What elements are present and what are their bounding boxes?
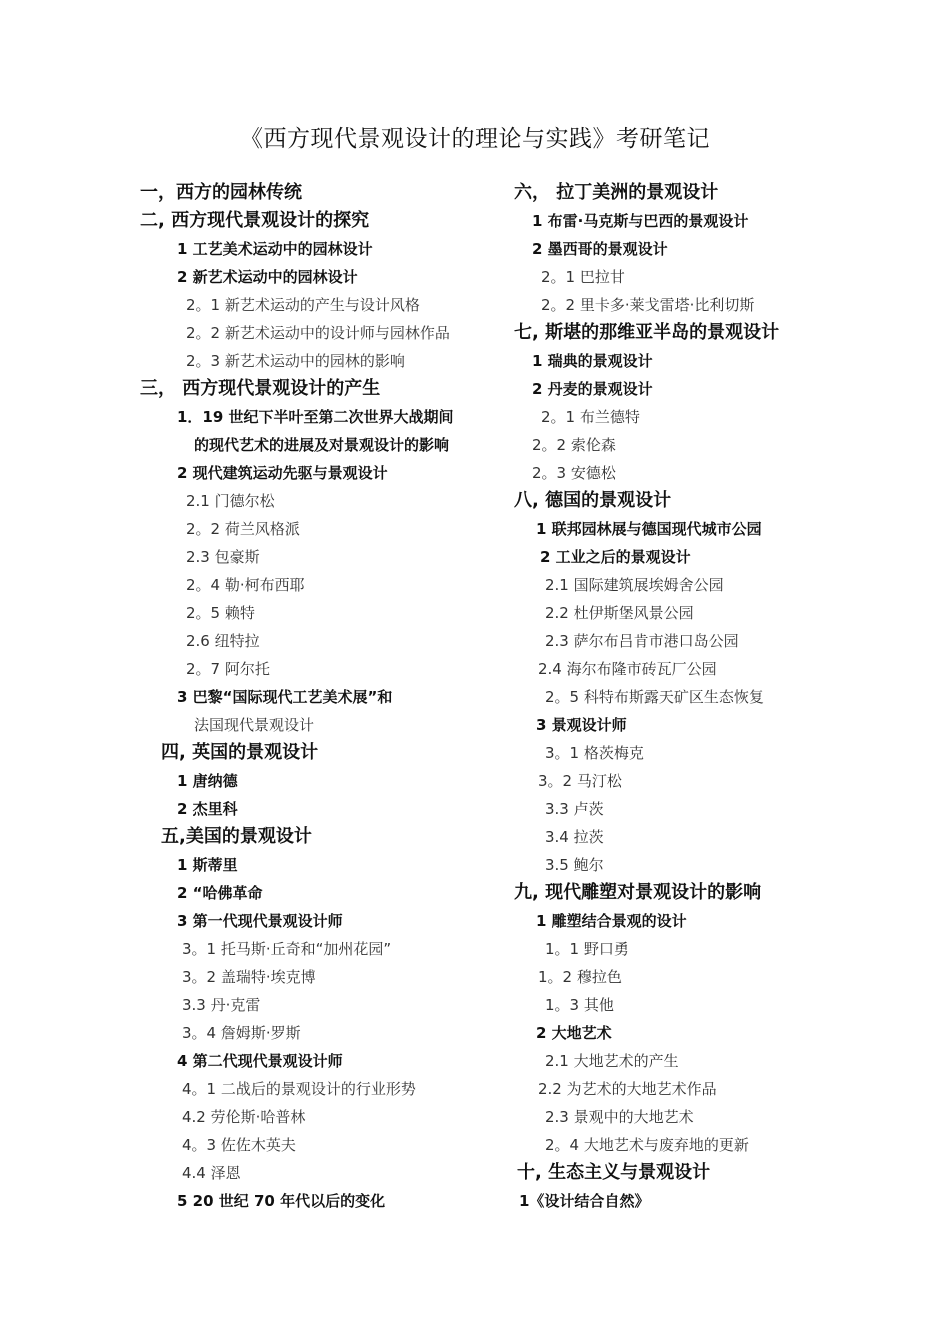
- outline-item: 2。5 赖特: [186, 604, 255, 622]
- outline-item: 4.2 劳伦斯·哈普林: [182, 1108, 306, 1126]
- outline-item: 1。2 穆拉色: [538, 968, 622, 986]
- section-heading: 十, 生态主义与景观设计: [517, 1162, 711, 1183]
- outline-item: 2。2 里卡多·莱戈雷塔·比利切斯: [541, 296, 755, 314]
- subsection-heading: 1 工艺美术运动中的园林设计: [177, 240, 373, 258]
- subsection-heading: 2 丹麦的景观设计: [532, 380, 653, 398]
- subsection-heading: 1 唐纳德: [177, 772, 238, 790]
- outline-column-right: [512, 179, 832, 1215]
- outline-item: 2。2 索伦森: [532, 436, 616, 454]
- outline-item: 3.3 卢茨: [545, 800, 604, 818]
- section-heading: 八, 德国的景观设计: [514, 490, 672, 511]
- section-heading: 九, 现代雕塑对景观设计的影响: [514, 882, 762, 903]
- subsection-heading: 2 新艺术运动中的园林设计: [177, 268, 358, 286]
- subsection-heading: 的现代艺术的进展及对景观设计的影响: [194, 436, 450, 454]
- section-heading: 二, 西方现代景观设计的探究: [140, 210, 370, 231]
- outline-item: 2.1 门德尔松: [186, 492, 275, 510]
- outline-item: 4。3 佐佐木英夫: [182, 1136, 296, 1154]
- section-heading: 三， 西方现代景观设计的产生: [140, 378, 381, 399]
- outline-item: 3.5 鲍尔: [545, 856, 604, 874]
- outline-item: 2.3 萨尔布吕肯市港口岛公园: [545, 632, 739, 650]
- subsection-heading: 3 第一代现代景观设计师: [177, 912, 343, 930]
- subsection-heading: 1 布雷·马克斯与巴西的景观设计: [532, 212, 749, 230]
- outline-item: 2。4 勒·柯布西耶: [186, 576, 305, 594]
- subsection-heading: 4 第二代现代景观设计师: [177, 1052, 343, 1070]
- outline-item: 2.2 杜伊斯堡风景公园: [545, 604, 694, 622]
- outline-item: 2。1 新艺术运动的产生与设计风格: [186, 296, 420, 314]
- outline-item: 3。1 托马斯·丘奇和“加州花园”: [182, 940, 392, 958]
- outline-item: 2。1 布兰德特: [541, 408, 640, 426]
- outline-item: 3。2 盖瑞特·埃克博: [182, 968, 316, 986]
- outline-column-left: [140, 179, 510, 1215]
- outline-item: 2。7 阿尔托: [186, 660, 270, 678]
- outline-item: 2。3 安德松: [532, 464, 616, 482]
- outline-item: 4。1 二战后的景观设计的行业形势: [182, 1080, 416, 1098]
- subsection-heading: 3 巴黎“国际现代工艺美术展”和: [177, 688, 393, 706]
- outline-item: 2。2 新艺术运动中的设计师与园林作品: [186, 324, 450, 342]
- subsection-heading: 2 工业之后的景观设计: [540, 548, 691, 566]
- subsection-heading: 1 瑞典的景观设计: [532, 352, 653, 370]
- outline-item: 1。3 其他: [545, 996, 614, 1014]
- outline-item: 3。2 马汀松: [538, 772, 622, 790]
- outline-item: 2。2 荷兰风格派: [186, 520, 300, 538]
- outline-item: 2。3 新艺术运动中的园林的影响: [186, 352, 405, 370]
- subsection-heading: 5 20 世纪 70 年代以后的变化: [177, 1192, 386, 1210]
- outline-item: 2。4 大地艺术与废弃地的更新: [545, 1136, 749, 1154]
- outline-item: 2.4 海尔布隆市砖瓦厂公园: [538, 660, 717, 678]
- outline-item: 2。5 科特布斯露天矿区生态恢复: [545, 688, 764, 706]
- subsection-heading: 2 现代建筑运动先驱与景观设计: [177, 464, 388, 482]
- outline-item: 2。1 巴拉甘: [541, 268, 625, 286]
- outline-item: 2.3 包豪斯: [186, 548, 260, 566]
- subsection-heading: 1 斯蒂里: [177, 856, 238, 874]
- section-heading: 六， 拉丁美洲的景观设计: [514, 182, 719, 203]
- outline-item: 法国现代景观设计: [194, 716, 315, 734]
- subsection-heading: 2 墨西哥的景观设计: [532, 240, 668, 258]
- subsection-heading: 1 联邦园林展与德国现代城市公园: [536, 520, 762, 538]
- page-title: 《西方现代景观设计的理论与实践》考研笔记: [240, 126, 710, 152]
- subsection-heading: 3 景观设计师: [536, 716, 627, 734]
- section-heading: 五,美国的景观设计: [161, 826, 312, 847]
- subsection-heading: 1《设计结合自然》: [519, 1192, 650, 1210]
- subsection-heading: 1 雕塑结合景观的设计: [536, 912, 687, 930]
- subsection-heading: 2 “哈佛革命: [177, 884, 263, 902]
- subsection-heading: 1．19 世纪下半叶至第二次世界大战期间: [177, 408, 454, 426]
- outline-item: 3。4 詹姆斯·罗斯: [182, 1024, 301, 1042]
- outline-item: 3.4 拉茨: [545, 828, 604, 846]
- outline-item: 2.1 国际建筑展埃姆舍公园: [545, 576, 724, 594]
- outline-item: 2.1 大地艺术的产生: [545, 1052, 679, 1070]
- section-heading: 七, 斯堪的那维亚半岛的景观设计: [514, 322, 780, 343]
- outline-item: 3。1 格茨梅克: [545, 744, 644, 762]
- section-heading: 四, 英国的景观设计: [161, 742, 319, 763]
- subsection-heading: 2 大地艺术: [536, 1024, 612, 1042]
- outline-item: 3.3 丹·克雷: [182, 996, 261, 1014]
- outline-item: 2.6 纽特拉: [186, 632, 260, 650]
- subsection-heading: 2 杰里科: [177, 800, 238, 818]
- section-heading: 一，西方的园林传统: [140, 182, 302, 203]
- outline-item: 2.3 景观中的大地艺术: [545, 1108, 694, 1126]
- outline-item: 1。1 野口勇: [545, 940, 629, 958]
- outline-item: 4.4 泽恩: [182, 1164, 241, 1182]
- outline-item: 2.2 为艺术的大地艺术作品: [538, 1080, 717, 1098]
